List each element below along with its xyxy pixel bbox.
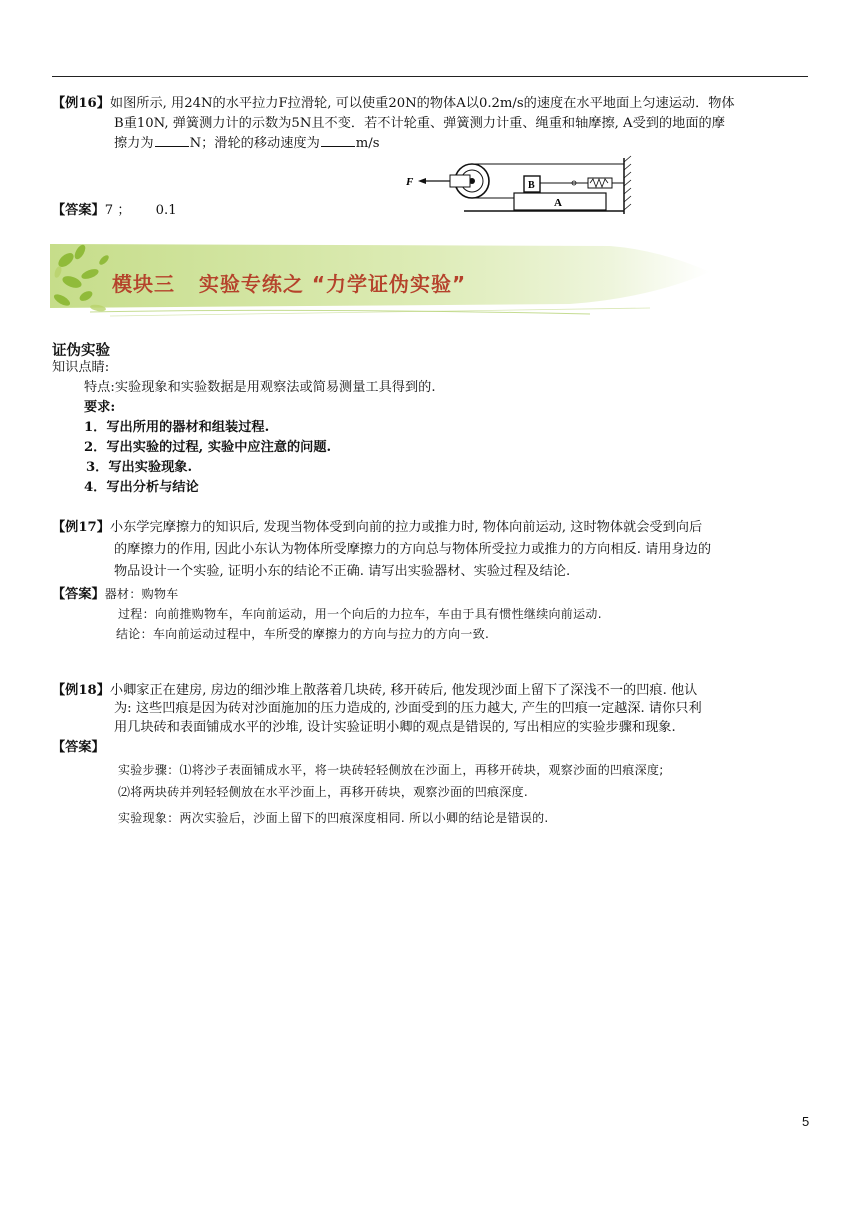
label-A: A <box>554 197 562 209</box>
blank-2 <box>321 135 355 147</box>
requirement-item: 4．写出分析与结论 <box>84 480 199 495</box>
ex16-line2: B重10N, 弹簧测力计的示数为5N且不变．若不计轮重、弹簧测力计重、绳重和轴摩擦, A受到的地面的摩 <box>114 116 725 131</box>
ex17-tag: 【例17】 <box>52 520 110 535</box>
ex17-answer-line1: 【答案】器材：购物车 <box>52 587 179 602</box>
ex17-answer-tag: 【答案】 <box>52 587 105 602</box>
requirements-title: 要求: <box>84 400 116 415</box>
ex18-line2: 为: 这些凹痕是因为砖对沙面施加的压力造成的, 沙面受到的压力越大, 产生的凹痕一定越深. 请你只利 <box>114 701 702 716</box>
section-subtitle: 知识点睛: <box>52 360 110 375</box>
ex18-answer-line3: 实验现象：两次实验后，沙面上留下的凹痕深度相同. 所以小卿的结论是错误的. <box>118 811 549 825</box>
ex16-line1 <box>52 94 735 114</box>
page-number: 5 <box>802 1114 810 1129</box>
ex17-line3: 物品设计一个实验, 证明小东的结论不正确. 请写出实验器材、实验过程及结论. <box>114 564 571 579</box>
ex16-answer-text: 7 ； 0.1 <box>104 203 177 218</box>
ex18-answer-line1: 实验步骤：⑴将沙子表面铺成水平，将一块砖轻轻侧放在沙面上，再移开砖块，观察沙面的凹痕深度; <box>118 763 664 777</box>
label-F: F <box>406 176 414 188</box>
ex18-line3: 用几块砖和表面铺成水平的沙堆, 设计实验证明小卿的观点是错误的, 写出相应的实验步骤和现象. <box>114 720 676 735</box>
requirement-item: 1．写出所用的器材和组装过程. <box>84 420 270 435</box>
header-rule <box>52 76 808 77</box>
ex17-line1: 【例17】小东学完摩擦力的知识后, 发现当物体受到向前的拉力或推力时, 物体向前运动, 这时物体就会受到向后 <box>52 520 703 535</box>
section-title: 证伪实验 <box>52 343 110 359</box>
section-feature: 特点:实验现象和实验数据是用观察法或简易测量工具得到的. <box>84 380 436 395</box>
ex18-answer-tag: 【答案】 <box>52 740 105 755</box>
ex18-answer-line2: ⑵将两块砖并列轻轻侧放在水平沙面上，再移开砖块，观察沙面的凹痕深度. <box>118 785 529 799</box>
ex16-line3: 擦力为 N；滑轮的移动速度为 m/s <box>114 136 380 151</box>
requirement-item: 2．写出实验的过程, 实验中应注意的问题. <box>84 440 332 455</box>
blank-1 <box>155 135 189 147</box>
ex17-answer-line2: 过程：向前推购物车，车向前运动，用一个向后的力拉车，车由于具有惯性继续向前运动. <box>118 607 602 621</box>
ex18-tag: 【例18】 <box>52 683 110 698</box>
ex16-answer <box>52 201 177 221</box>
requirement-item: 3．写出实验现象. <box>86 460 193 475</box>
banner-title: 模块三 实验专练之 “力学证伪实验” <box>112 272 467 296</box>
ex16-answer-tag: 【答案】 <box>52 203 105 218</box>
ex18-line1: 【例18】小卿家正在建房, 房边的细沙堆上散落着几块砖, 移开砖后, 他发现沙面上留下了深浅不一的凹痕. 他认 <box>52 683 698 698</box>
label-B: B <box>528 180 535 191</box>
ex17-line2: 的摩擦力的作用, 因此小东认为物体所受摩擦力的方向总与物体所受拉力或推力的方向相反. 请用身边的 <box>114 542 712 557</box>
ex16-text1: 如图所示, 用24N的水平拉力F拉滑轮, 可以使重20N的物体A以0.2m/s的速度在水平地面上匀速运动．物体 <box>109 96 735 111</box>
ex16-tag: 【例16】 <box>52 96 110 111</box>
ex17-answer-line3: 结论：车向前运动过程中，车所受的摩擦力的方向与拉力的方向一致. <box>116 627 490 641</box>
pulley-figure <box>404 152 636 218</box>
